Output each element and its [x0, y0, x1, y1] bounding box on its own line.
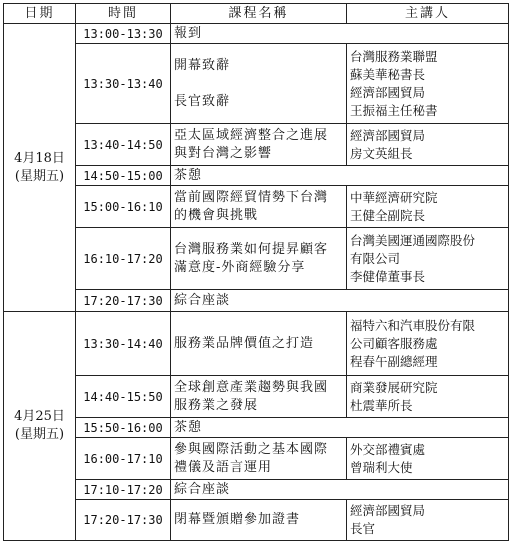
- session-course: 亞太區域經濟整合之進展 與對台灣之影響: [171, 124, 347, 166]
- session-speaker: 台灣服務業聯盟 蘇美華秘書長 經濟部國貿局 王振福主任秘書: [347, 44, 509, 124]
- session-course: 參與國際活動之基本國際 禮儀及語言運用: [171, 438, 347, 480]
- day-weekday: (星期五): [14, 427, 65, 442]
- day-date: 4月18日: [14, 150, 65, 166]
- session-time: 14:50-15:00: [76, 166, 171, 186]
- session-time: 17:10-17:20: [76, 480, 171, 500]
- session-time: 13:00-13:30: [76, 24, 171, 44]
- session-time: 13:30-13:40: [76, 44, 171, 124]
- session-speaker: 經濟部國貿局 長官: [347, 500, 509, 541]
- header-time: 時間: [76, 4, 171, 24]
- day-cell: [4, 312, 76, 541]
- day-cell: [4, 24, 76, 312]
- session-row: [4, 438, 509, 480]
- session-time: 13:30-14:40: [76, 312, 171, 376]
- session-row: [4, 124, 509, 166]
- session-row: [4, 166, 509, 186]
- day-weekday: (星期五): [14, 168, 65, 184]
- session-speaker: 中華經濟研究院 王健全副院長: [347, 186, 509, 228]
- header-speaker: 主講人: [347, 4, 509, 24]
- session-course: 當前國際經貿情勢下台灣 的機會與挑戰: [171, 186, 347, 228]
- session-course: 綜合座談: [171, 480, 509, 500]
- session-row: [4, 186, 509, 228]
- session-row: [4, 480, 509, 500]
- session-row: [4, 312, 509, 376]
- session-time: 15:00-16:10: [76, 186, 171, 228]
- session-time: 17:20-17:30: [76, 500, 171, 541]
- session-time: 16:10-17:20: [76, 228, 171, 290]
- session-course: 茶憩: [171, 166, 509, 186]
- session-time: 14:40-15:50: [76, 376, 171, 418]
- header-date: 日期: [4, 4, 76, 24]
- session-speaker: 外交部禮賓處 曾瑞利大使: [347, 438, 509, 480]
- session-speaker: 台灣美國運通國際股份 有限公司 李健偉董事長: [347, 228, 509, 290]
- session-course: 服務業品牌價值之打造: [171, 312, 347, 376]
- session-course: 閉幕暨頒贈參加證書: [171, 500, 347, 541]
- session-course: 茶憩: [171, 418, 509, 438]
- session-time: 16:00-17:10: [76, 438, 171, 480]
- session-speaker: 福特六和汽車股份有限 公司顧客服務處 程春午副總經理: [347, 312, 509, 376]
- session-row: [4, 376, 509, 418]
- schedule-table: [3, 3, 509, 541]
- session-course: 台灣服務業如何提昇顧客 滿意度-外商經驗分享: [171, 228, 347, 290]
- session-row: [4, 44, 509, 124]
- session-speaker: 經濟部國貿局 房文英組長: [347, 124, 509, 166]
- session-course: 報到: [171, 24, 509, 44]
- day-date: 4月25日: [14, 409, 65, 424]
- session-row: [4, 24, 509, 44]
- session-time: 15:50-16:00: [76, 418, 171, 438]
- session-time: 13:40-14:50: [76, 124, 171, 166]
- session-course: 全球創意產業趨勢與我國 服務業之發展: [171, 376, 347, 418]
- session-row: [4, 290, 509, 312]
- session-course: 綜合座談: [171, 290, 509, 312]
- session-time: 17:20-17:30: [76, 290, 171, 312]
- session-row: [4, 228, 509, 290]
- session-course: 開幕致辭 長官致辭: [171, 44, 347, 124]
- session-row: [4, 418, 509, 438]
- header-row: [4, 4, 509, 24]
- session-row: [4, 500, 509, 541]
- header-course: 課程名稱: [171, 4, 347, 24]
- session-speaker: 商業發展研究院 杜震華所長: [347, 376, 509, 418]
